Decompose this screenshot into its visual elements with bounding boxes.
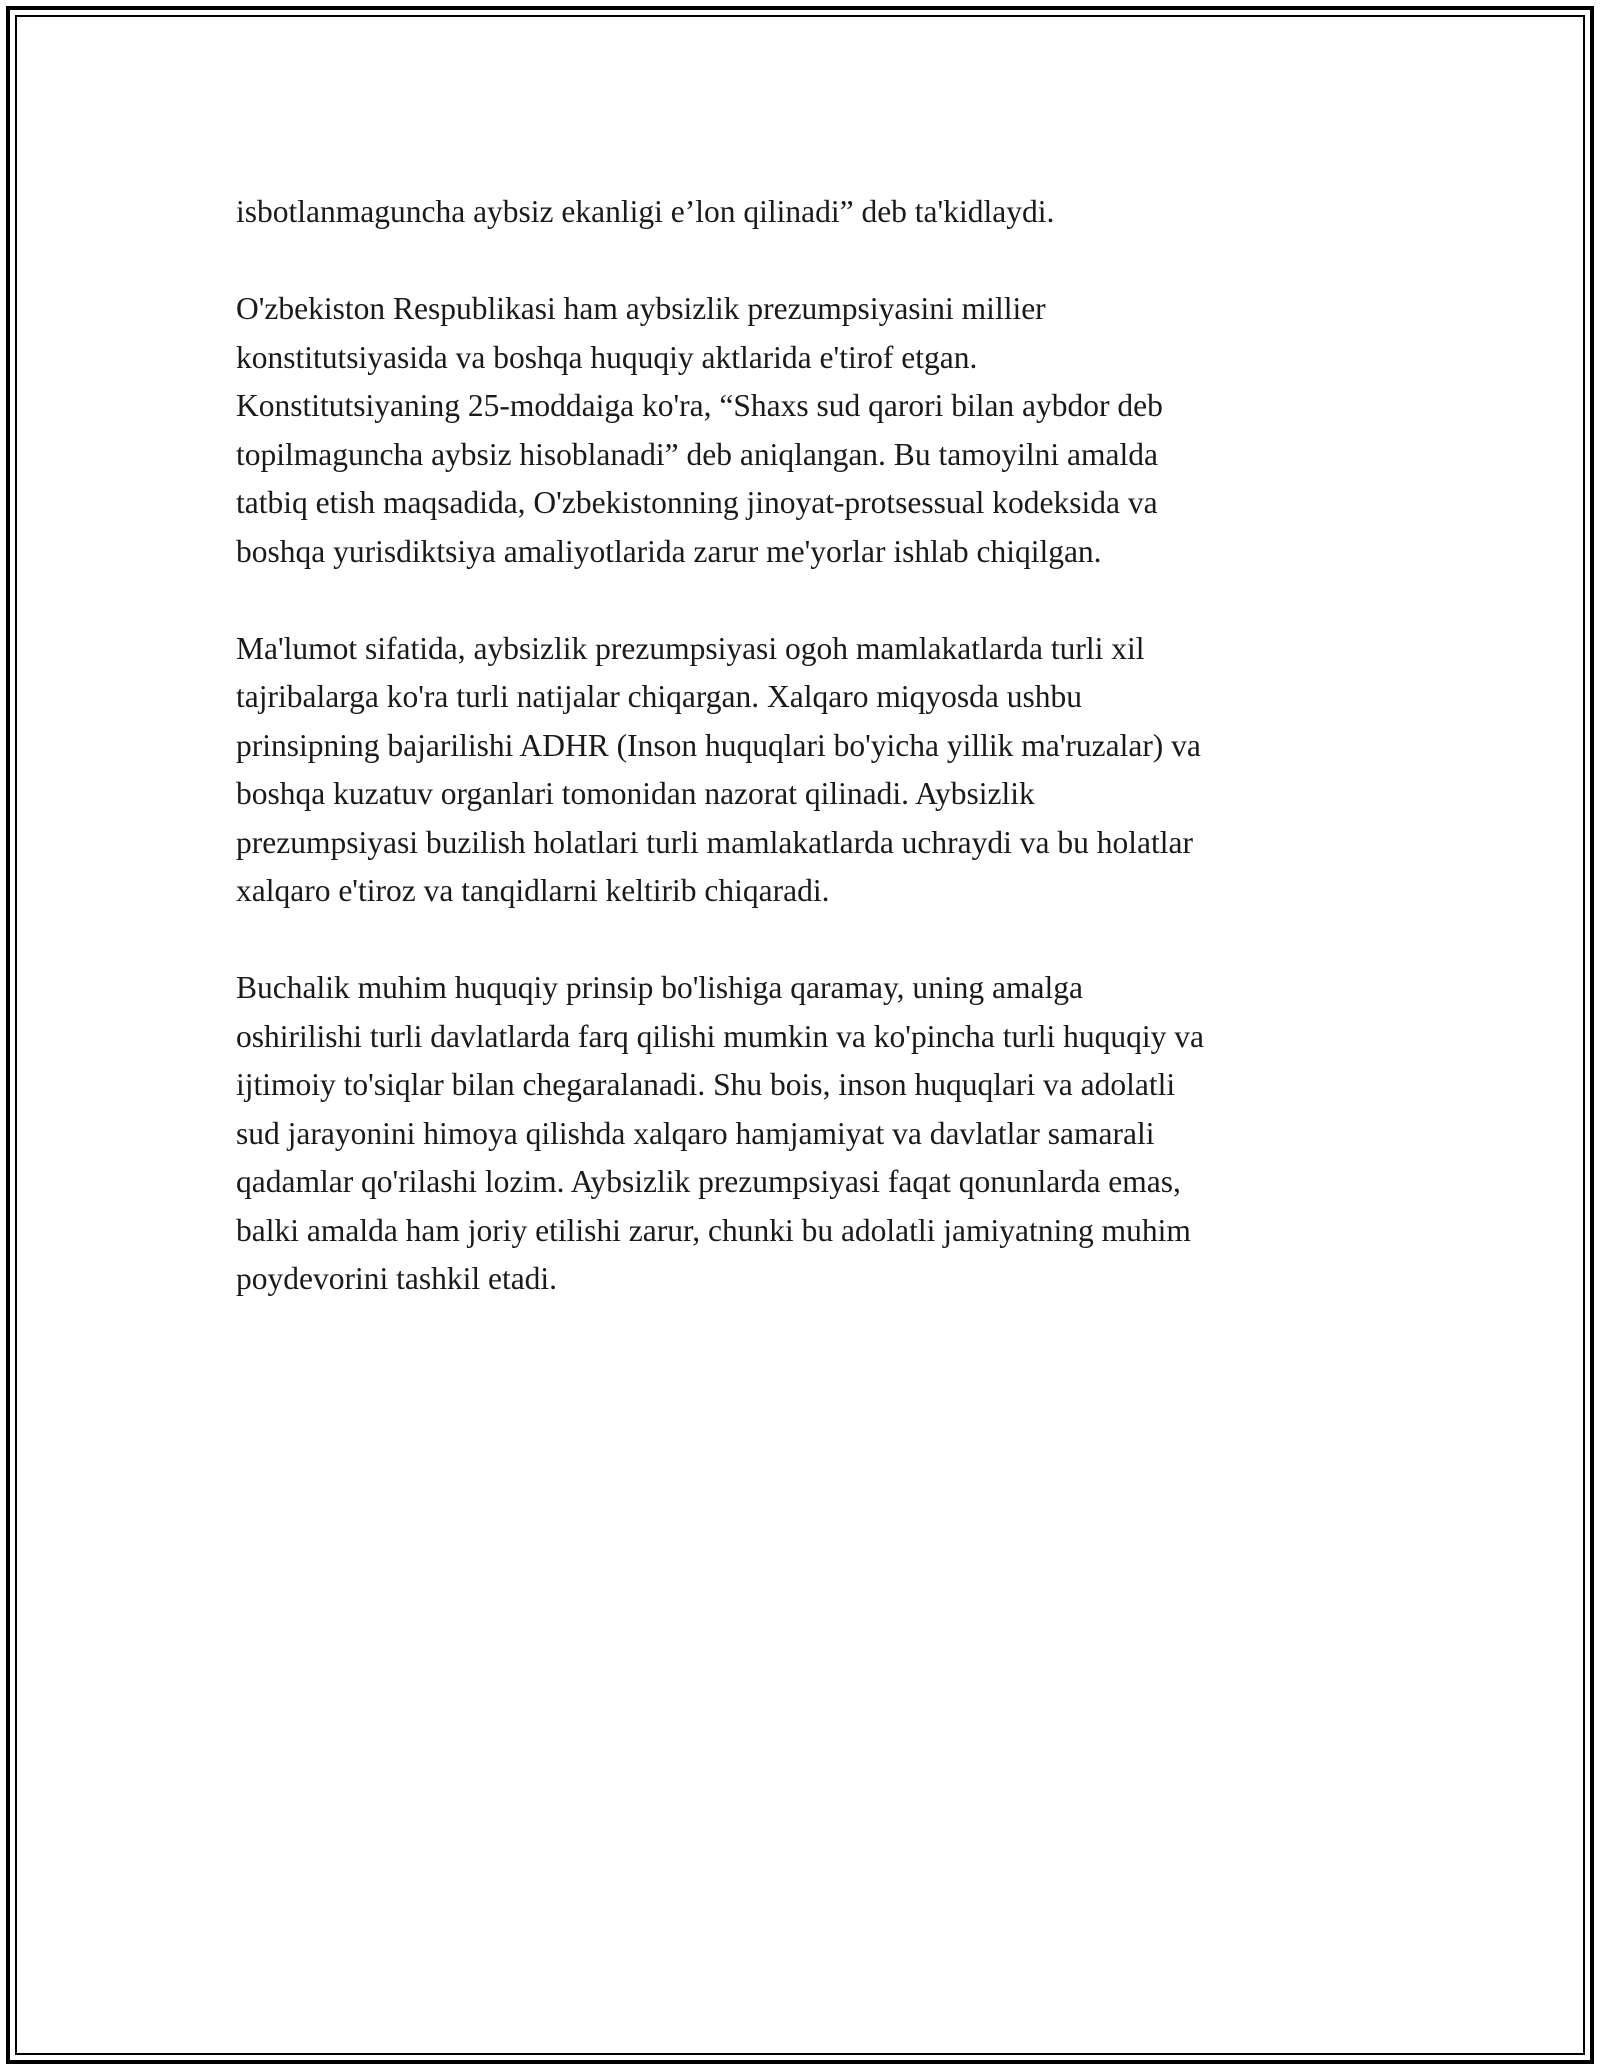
text-line: Ma'lumot sifatida, aybsizlik prezumpsiyasi ogoh mamlakatlarda turli xil [236, 630, 1145, 666]
text-line: ijtimoiy to'siqlar bilan chegaralanadi. Shu bois, inson huquqlari va adolatli [236, 1067, 1176, 1102]
text-line: prezumpsiyasi buzilish holatlari turli mamlakatlarda uchraydi va bu holatlar [236, 824, 1193, 860]
paragraph [236, 964, 1376, 1304]
paragraph [236, 285, 1376, 576]
text-line: isbotlanmaguncha aybsiz ekanligi e’lon qilinadi” deb ta'kidlaydi. [236, 194, 1055, 229]
paragraph [236, 625, 1376, 916]
text-line: boshqa kuzatuv organlari tomonidan nazorat qilinadi. Aybsizlik [236, 776, 1035, 811]
text-line: sud jarayonini himoya qilishda xalqaro hamjamiyat va davlatlar samarali [236, 1115, 1155, 1151]
paragraph [236, 188, 1376, 237]
text-line: Konstitutsiyaning 25-moddaiga ko'ra, “Shaxs sud qarori bilan aybdor deb [236, 388, 1163, 423]
text-line: tajribalarga ko'ra turli natijalar chiqargan. Xalqaro miqyosda ushbu [236, 679, 1082, 714]
text-line: topilmaguncha aybsiz hisoblanadi” deb aniqlangan. Bu tamoyilni amalda [236, 436, 1159, 472]
document-body [236, 188, 1376, 1352]
text-line: prinsipning bajarilishi ADHR (Inson huquqlari bo'yicha yillik ma'ruzalar) va [236, 727, 1201, 763]
text-line: Buchalik muhim huquqiy prinsip bo'lishiga qaramay, uning amalga [236, 970, 1083, 1005]
text-line: qadamlar qo'rilashi lozim. Aybsizlik prezumpsiyasi faqat qonunlarda emas, [236, 1164, 1181, 1199]
text-line: konstitutsiyasida va boshqa huquqiy aktlarida e'tirof etgan. [236, 339, 978, 375]
text-line: tatbiq etish maqsadida, O'zbekistonning jinoyat-protsessual kodeksida va [236, 485, 1158, 520]
text-line: balki amalda ham joriy etilishi zarur, chunki bu adolatli jamiyatning muhim [236, 1212, 1191, 1248]
text-line: oshirilishi turli davlatlarda farq qilishi mumkin va ko'pincha turli huquqiy va [236, 1018, 1205, 1054]
text-line: boshqa yurisdiktsiya amaliyotlarida zarur me'yorlar ishlab chiqilgan. [236, 533, 1102, 569]
text-line: O'zbekiston Respublikasi ham aybsizlik prezumpsiyasini millier [236, 291, 1046, 326]
text-line: poydevorini tashkil etadi. [236, 1261, 558, 1296]
text-line: xalqaro e'tiroz va tanqidlarni keltirib chiqaradi. [236, 873, 830, 908]
